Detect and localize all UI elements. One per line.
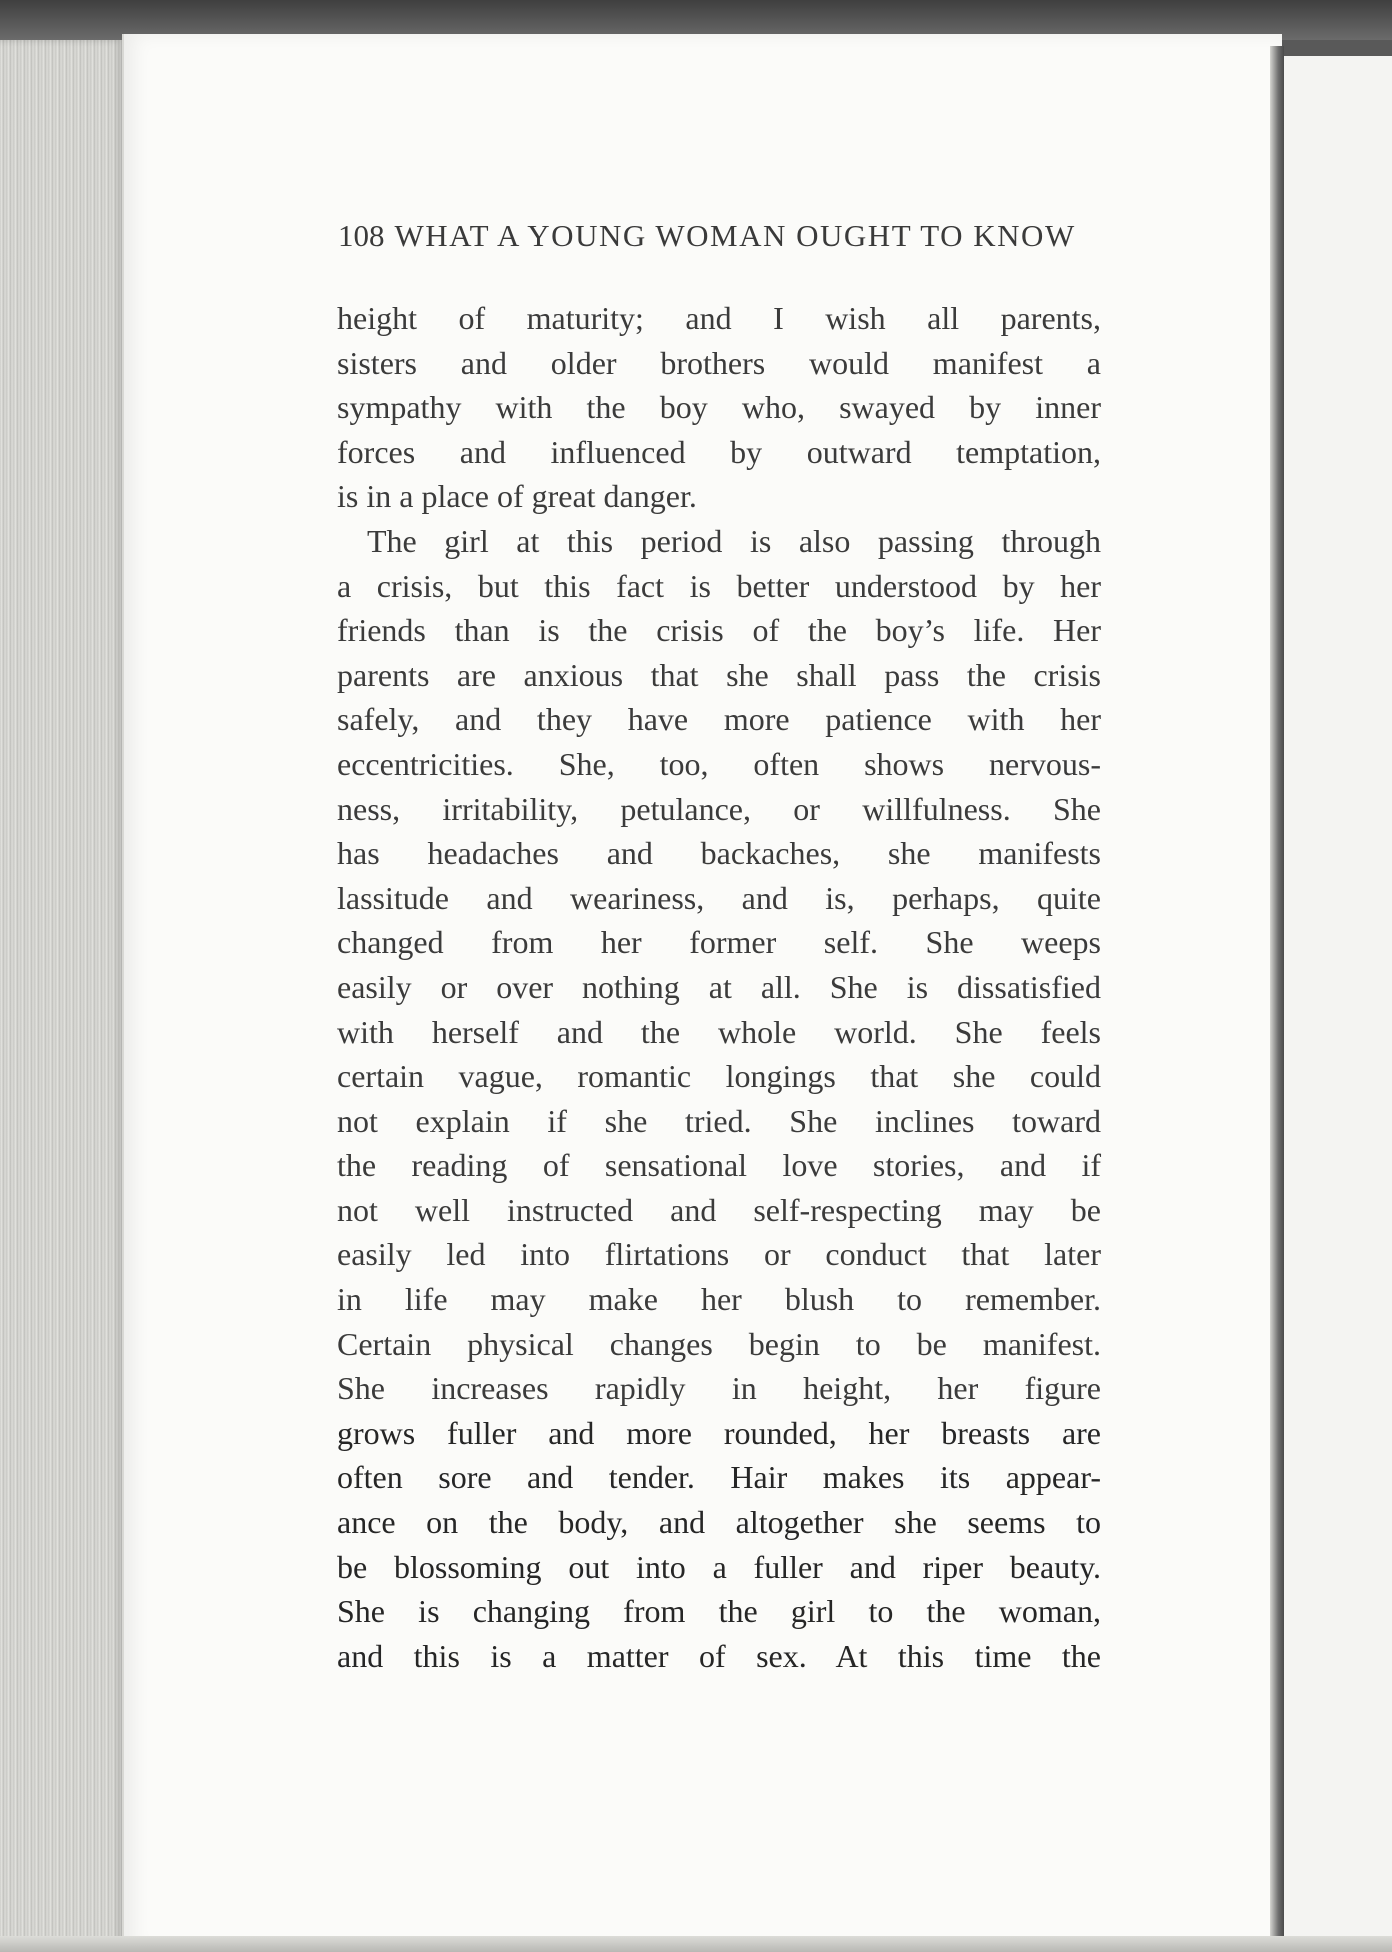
running-title: WHAT A YOUNG WOMAN OUGHT TO KNOW	[394, 218, 1076, 253]
text-line: Certain physical changes begin to be manifest.	[337, 1325, 1101, 1362]
text-line: a crisis, but this fact is better understood by her	[337, 567, 1101, 604]
text-line: The girl at this period is also passing through	[367, 522, 1101, 559]
text-line: friends than is the crisis of the boy’s life. Her	[337, 612, 1101, 649]
text-line: forces and influenced by outward temptation,	[337, 433, 1101, 470]
page-bottom-edge	[0, 1936, 1392, 1952]
page-number: 108	[338, 218, 385, 253]
body-text	[337, 296, 1101, 1678]
text-line: sisters and older brothers would manifest a	[337, 344, 1101, 381]
text-line: ness, irritability, petulance, or willfulness. She	[337, 790, 1101, 827]
text-line: and this is a matter of sex. At this time the	[337, 1637, 1101, 1674]
text-line: She increases rapidly in height, her figure	[337, 1370, 1101, 1407]
facing-page-edge	[1284, 56, 1392, 1952]
text-line: be blossoming out into a fuller and riper beauty.	[337, 1548, 1101, 1585]
text-line: safely, and they have more patience with her	[337, 701, 1101, 738]
book-gutter	[1270, 46, 1284, 1952]
text-line: She is changing from the girl to the woman,	[337, 1593, 1101, 1630]
text-line: in life may make her blush to remember.	[337, 1281, 1101, 1318]
text-line: easily or over nothing at all. She is dissatisfied	[337, 968, 1101, 1005]
text-line: the reading of sensational love stories, and if	[337, 1147, 1101, 1184]
text-line: often sore and tender. Hair makes its appear-	[337, 1459, 1101, 1496]
text-line: not well instructed and self-respecting may be	[337, 1191, 1101, 1228]
running-header	[338, 218, 1100, 258]
text-line: with herself and the whole world. She feels	[337, 1013, 1101, 1050]
text-line: easily led into flirtations or conduct that later	[337, 1236, 1101, 1273]
page-edges	[0, 40, 125, 1952]
text-line: has headaches and backaches, she manifests	[337, 835, 1101, 872]
text-line: parents are anxious that she shall pass the crisis	[337, 656, 1101, 693]
text-line: eccentricities. She, too, often shows nervous-	[337, 745, 1101, 782]
text-line: height of maturity; and I wish all parents,	[337, 300, 1101, 336]
text-line: changed from her former self. She weeps	[337, 924, 1101, 961]
text-line: is in a place of great danger.	[337, 478, 697, 515]
text-line: grows fuller and more rounded, her breasts are	[337, 1414, 1101, 1451]
text-line: not explain if she tried. She inclines toward	[337, 1102, 1101, 1139]
text-line: sympathy with the boy who, swayed by inner	[337, 389, 1101, 426]
text-line: certain vague, romantic longings that she could	[337, 1058, 1101, 1095]
text-line: ance on the body, and altogether she seems to	[337, 1504, 1101, 1541]
text-line: lassitude and weariness, and is, perhaps, quite	[337, 879, 1101, 916]
